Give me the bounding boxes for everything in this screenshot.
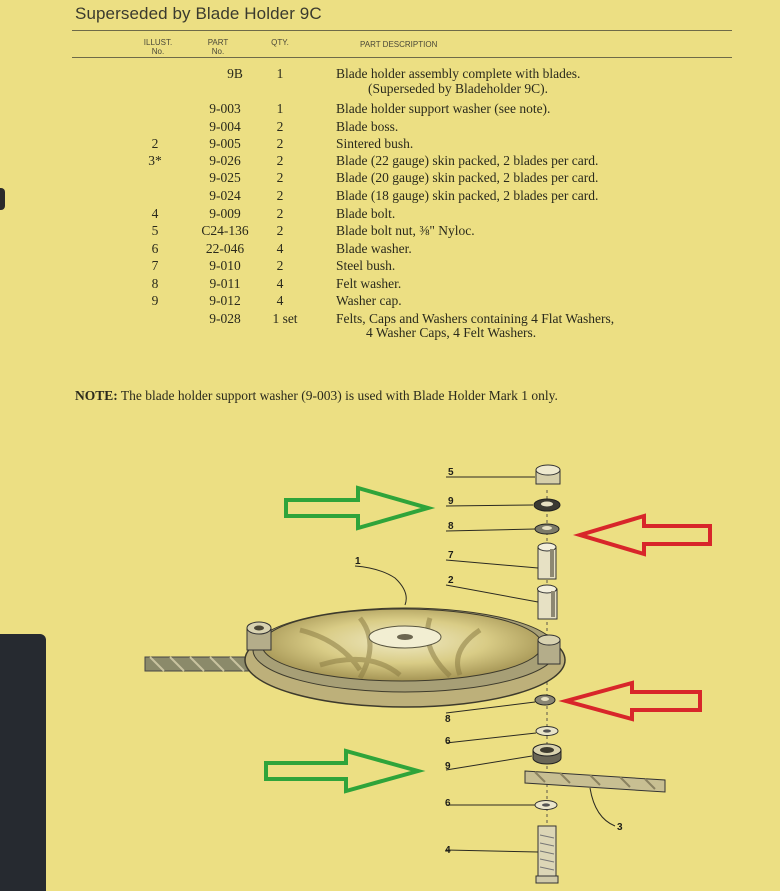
part-number: 22-046 [205, 241, 245, 256]
illust-number: 8 [151, 276, 159, 291]
label-7: 7 [448, 550, 454, 561]
part-description: Blade holder support washer (see note). [336, 101, 551, 116]
part-description: (Superseded by Bladeholder 9C). [368, 81, 548, 96]
note-label: NOTE: [75, 388, 118, 403]
header-illust-line2: No. [151, 47, 165, 56]
header-illust-line1: ILLUST. [143, 38, 173, 47]
part-2-sintered-bush [538, 585, 558, 619]
part-3-blade [525, 771, 665, 792]
illust-number: 6 [151, 241, 159, 256]
quantity: 4 [276, 276, 284, 291]
part-number: 9-009 [209, 206, 241, 221]
part-number: 9-024 [209, 188, 241, 203]
label-9-lower: 9 [445, 761, 451, 772]
blade-boss [247, 622, 271, 650]
part-description: Blade holder assembly complete with blades. [336, 66, 581, 81]
part-description: Blade bolt nut, ⅜" Nyloc. [336, 223, 475, 238]
label-6-lower: 6 [445, 798, 451, 809]
header-description: PART DESCRIPTION [360, 40, 438, 49]
part-description: Blade (20 gauge) skin packed, 2 blades per card. [336, 170, 599, 185]
part-8-felt-washer [535, 524, 559, 534]
part-number: 9-025 [209, 170, 241, 185]
illust-number: 2 [151, 136, 159, 151]
part-number: 9-028 [209, 311, 241, 326]
illust-number: 4 [151, 206, 159, 221]
blade-boss [538, 635, 560, 664]
red-arrow-icon [566, 683, 700, 719]
part-number: 9-010 [209, 258, 241, 273]
header-part-line2: No. [211, 47, 225, 56]
part-number: 9-003 [209, 101, 241, 116]
label-3: 3 [617, 822, 623, 833]
part-7-steel-bush [538, 543, 556, 579]
quantity: 1 [276, 101, 284, 116]
part-description: Washer cap. [336, 293, 402, 308]
quantity: 2 [276, 119, 284, 134]
quantity: 2 [276, 206, 284, 221]
label-1: 1 [355, 556, 361, 567]
green-arrow-icon [286, 488, 428, 528]
illust-number: 5 [151, 223, 159, 238]
part-9-washer-cap [534, 499, 560, 511]
part-description: 4 Washer Caps, 4 Felt Washers. [366, 325, 537, 340]
illust-number: 7 [151, 258, 159, 273]
header-qty: QTY. [271, 38, 289, 47]
part-description: Blade boss. [336, 119, 399, 134]
quantity: 2 [276, 170, 284, 185]
label-8: 8 [448, 521, 454, 532]
page-title: Superseded by Blade Holder 9C [75, 4, 322, 23]
label-9: 9 [448, 496, 454, 507]
part-description: Blade bolt. [336, 206, 396, 221]
part-description: Blade washer. [336, 241, 412, 256]
part-number: 9B [227, 66, 243, 81]
label-5: 5 [448, 467, 454, 478]
part-description: Steel bush. [336, 258, 396, 273]
quantity: 4 [276, 293, 284, 308]
red-arrow-icon [580, 516, 710, 554]
part-description: Felt washer. [336, 276, 402, 291]
label-8-lower: 8 [445, 714, 451, 725]
part-description: Sintered bush. [336, 136, 414, 151]
part-description: Felts, Caps and Washers containing 4 Flat Washers, [336, 311, 615, 326]
part-description: Blade (18 gauge) skin packed, 2 blades per card. [336, 188, 599, 203]
illust-number: 9 [151, 293, 159, 308]
note-text: The blade holder support washer (9-003) is used with Blade Holder Mark 1 only. [120, 388, 558, 403]
quantity: 2 [276, 223, 284, 238]
part-6-blade-washer [536, 727, 558, 736]
part-6-blade-washer-lower [535, 801, 557, 810]
part-number: 9-004 [209, 119, 241, 134]
label-4: 4 [445, 845, 451, 856]
illust-number: 3* [148, 153, 162, 168]
label-6: 6 [445, 736, 451, 747]
part-number: 9-012 [209, 293, 241, 308]
quantity: 4 [276, 241, 284, 256]
part-number: 9-005 [209, 136, 241, 151]
part-5-nut [536, 465, 560, 484]
quantity: 2 [276, 258, 284, 273]
part-number: 9-026 [209, 153, 241, 168]
part-number: C24-136 [201, 223, 249, 238]
green-arrow-icon [266, 751, 418, 791]
quantity: 1 [276, 66, 284, 81]
quantity: 2 [276, 153, 284, 168]
header-part-line1: PART [207, 38, 229, 47]
blade-holder-arm [145, 657, 255, 671]
blade-holder-ring [245, 608, 565, 707]
part-4-blade-bolt [536, 826, 558, 883]
quantity: 1 set [272, 311, 298, 326]
quantity: 2 [276, 188, 284, 203]
part-number: 9-011 [209, 276, 241, 291]
label-2: 2 [448, 575, 454, 586]
part-9-washer-cap-lower [533, 744, 561, 764]
part-8-felt-washer-lower [535, 695, 555, 705]
quantity: 2 [276, 136, 284, 151]
part-description: Blade (22 gauge) skin packed, 2 blades per card. [336, 153, 599, 168]
